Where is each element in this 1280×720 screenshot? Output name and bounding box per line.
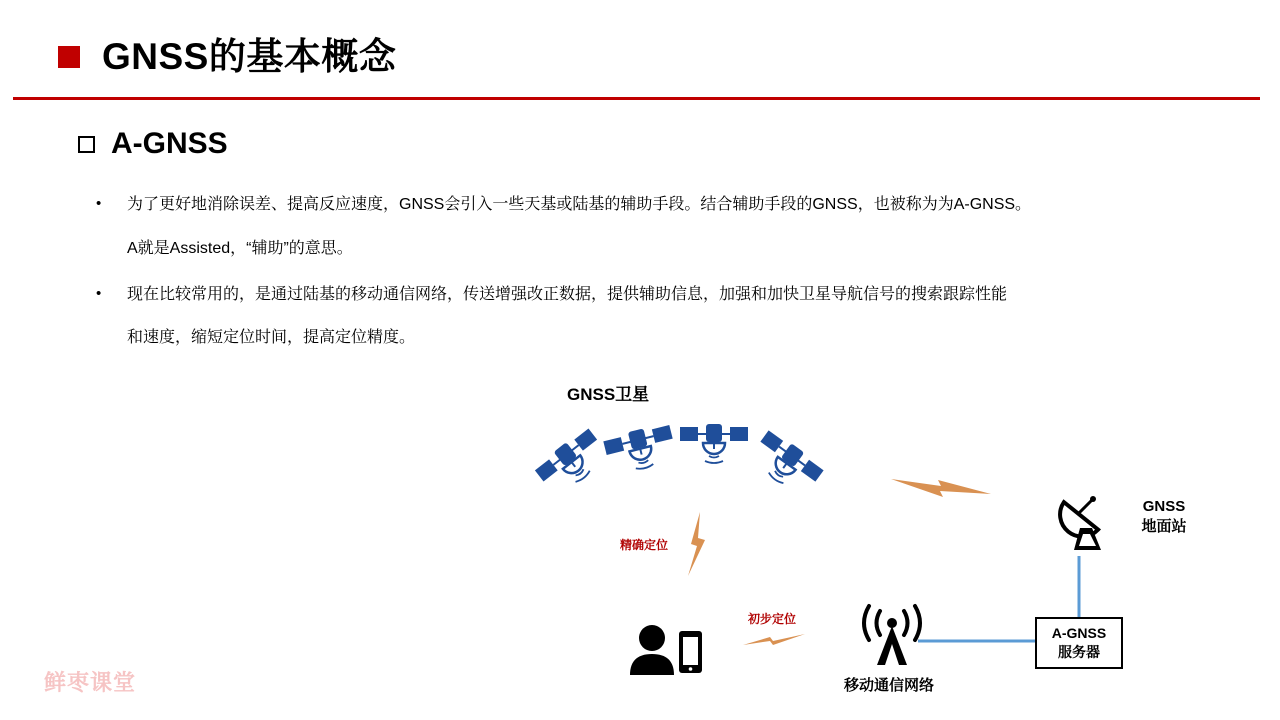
bullet-2-line-1: 现在比较常用的，是通过陆基的移动通信网络，传送增强改正数据，提供辅助信息，加强和加快卫星导航信号的搜索跟踪性能 — [127, 286, 1008, 303]
ground-station-label-line-2: 地面站 — [1141, 518, 1187, 535]
ground-station-dish-icon — [1058, 496, 1101, 550]
initial-positioning-label: 初步定位 — [748, 612, 797, 626]
agnss-server-box — [1035, 617, 1123, 669]
bullet-2-line-2: 和速度，缩短定位时间，提高定位精度。 — [127, 329, 416, 346]
network-label: 移动通信网络 — [844, 677, 935, 694]
ground-station-label-line-1: GNSS — [1142, 498, 1186, 515]
bullet-2-symbol: • — [96, 285, 102, 302]
satellite-icon-1 — [533, 426, 611, 499]
ground-station-label — [1136, 497, 1192, 537]
station-signal-bolt-icon — [891, 479, 991, 497]
satellite-icon-2 — [603, 422, 678, 476]
phone-icon — [679, 631, 702, 673]
bullet-1-symbol: • — [96, 195, 102, 212]
user-icon — [630, 625, 674, 675]
satellite-icon-3 — [680, 424, 748, 463]
cell-tower-icon — [864, 606, 920, 665]
satellites-label: GNSS卫星 — [567, 385, 650, 404]
precise-positioning-label: 精确定位 — [620, 538, 669, 552]
page-title: GNSS的基本概念 — [102, 36, 397, 77]
bullet-1-line-2: A就是Assisted，“辅助”的意思。 — [127, 240, 353, 257]
bullet-1-line-1: 为了更好地消除误差、提高反应速度，GNSS会引入一些天基或陆基的辅助手段。结合辅助手段的GNSS，也被称为为A-GNSS。 — [127, 196, 1032, 213]
satellite-icon-4 — [747, 428, 825, 500]
server-label-line-1: A-GNSS — [1051, 625, 1107, 641]
watermark: 鲜枣课堂 — [44, 670, 137, 695]
precise-signal-bolt-icon — [688, 512, 705, 576]
initial-signal-bolt-icon — [743, 634, 805, 645]
section-title: A-GNSS — [111, 127, 228, 160]
server-label-line-2: 服务器 — [1058, 644, 1100, 660]
